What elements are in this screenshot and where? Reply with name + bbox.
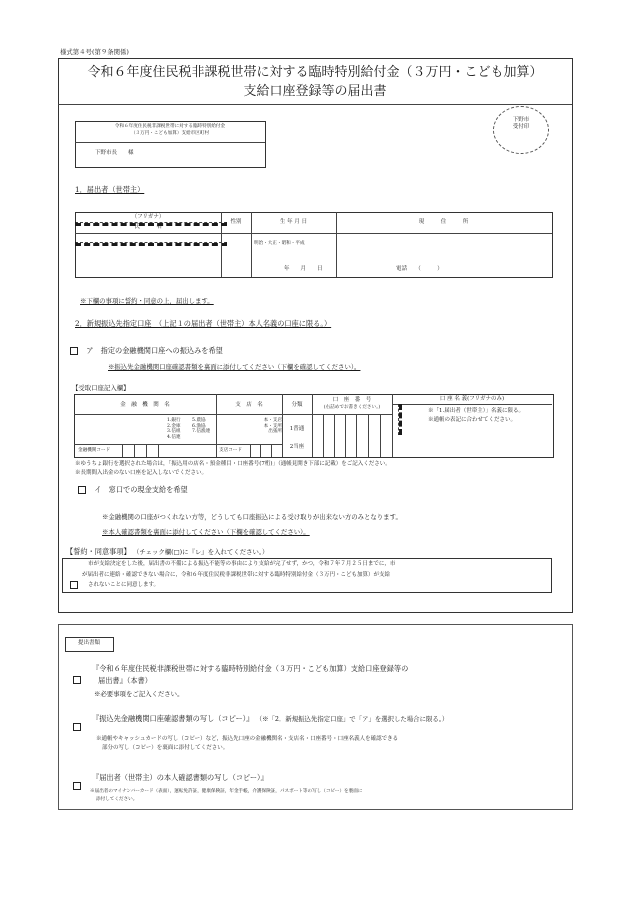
pledge-line2: が届出者に連絡・確認できない場合に，令和６年度住民税非課税世帯に対する臨時特別給付金（３万円・こども加算）が支給 [82, 572, 391, 578]
doc2-checkbox[interactable] [73, 723, 81, 731]
bank-type-bank: 1.銀行 [167, 418, 181, 423]
name-field[interactable] [76, 243, 220, 275]
account-holder-field[interactable] [393, 430, 551, 456]
doc1-line1: 『令和６年度住民税非課税世帯に対する臨時特別給付金（３万円・こども加算）支給口座登録等の [92, 664, 409, 673]
doc1-note: ※必要事項をご記入ください。 [94, 690, 184, 698]
gender-label: 性別 [230, 219, 242, 225]
doc2-row [92, 714, 448, 723]
doc2-note: （※「2．新規振込先指定口座」で「ア」を選択した場合に限る。） [255, 715, 449, 723]
option-a-label: ア 指定の金融機関口座への振込みを希望 [86, 346, 223, 355]
option-i-label: イ 窓口での現金支給を希望 [94, 485, 188, 494]
doc1-line2: 届出書』（本書） [98, 676, 152, 685]
phone-field[interactable]: 電話 （ ） [396, 266, 443, 272]
yucho-note: ※ゆうちょ銀行を選択された場合は，「振込用の店名・預金種目・口座番号(7桁)」（通帳見開き下部に記載）をご記入ください。 [75, 461, 391, 467]
pledge-line1: 市が支給決定をした後，届出書の不備による振込不能等の事由により支給が完了せず，かつ，令和７年７月２５日までに，市 [88, 561, 396, 567]
bank-name-header: 金 融 機 関 名 [120, 402, 170, 408]
section1-heading: 1．届出者（世帯主） [75, 185, 145, 194]
option-i-note1: ※金融機関の口座がつくれない方等，どうしても口座振込による受け取りが出来ない方のみとなります。 [102, 513, 402, 521]
option-i[interactable] [78, 485, 188, 494]
branch-type-shutchojo: 出張所 [268, 429, 282, 435]
doc3-sub2: 添付してください。 [96, 797, 138, 802]
account-type-header: 分類 [291, 402, 303, 408]
option-i-checkbox[interactable] [78, 486, 86, 494]
birth-label: 生 年 月 日 [279, 219, 308, 225]
addressee-line2: （３万円・こども加算）支給市区町村 [130, 131, 210, 136]
branch-types[interactable] [252, 418, 282, 435]
option-i-note2: ※本人確認書類を裏面に添付してください（下欄を確認してください）。 [102, 528, 310, 536]
address-label: 現 住 所 [418, 219, 469, 225]
doc3-checkbox[interactable] [73, 782, 81, 790]
bank-code-label: 金融機関コード [78, 448, 111, 453]
consent-note: ※下欄の事項に誓約・同意の上，届出します。 [80, 297, 214, 305]
pledge-line3: されないことに同意します。 [88, 582, 160, 588]
account-holder-header: 口 座 名 義(フリガナのみ) [439, 396, 505, 402]
branch-code-field[interactable] [251, 445, 281, 456]
addressee-name: 下野市長 様 [95, 150, 134, 156]
pledge-checkbox[interactable] [70, 581, 78, 589]
stamp-line1: 下野市 [512, 117, 530, 123]
branch-code-label: 支店コード [219, 448, 242, 453]
doc3-title: 『届出者（世帯主）の本人確認書類の写し（コピー）』 [92, 773, 268, 782]
branch-name-field[interactable] [218, 416, 250, 442]
bank-types-col2[interactable] [192, 418, 218, 435]
pledge-checkbox-wrap[interactable] [70, 574, 78, 593]
pledge-heading-row [66, 547, 268, 556]
stamp-line2: 受付印 [512, 124, 530, 131]
branch-type-honshiten: 本・支店 [263, 418, 282, 423]
doc2-sub1: ※通帳やキャッシュカードの写し（コピー）など，振込先口座の金融機関名・支店名・口座番号・口座名義人を確認できる [96, 736, 399, 742]
bank-type-shinkumi: 3.信組 [167, 429, 181, 435]
applicant-header-line [75, 233, 552, 234]
bank-code-field[interactable] [123, 445, 170, 456]
option-a-checkbox[interactable] [70, 347, 78, 355]
holder-note2: ※通帳の表記に合わせてください。 [428, 417, 517, 423]
account-number-field[interactable] [313, 415, 391, 456]
form-title: 令和６年度住民税非課税世帯に対する臨時特別給付金（３万円・こども加算） [87, 65, 543, 80]
doc1-checkbox[interactable] [73, 676, 81, 684]
bank-type-kinko: 2.金庫 [167, 423, 181, 429]
furigana-label: （フリガナ） [131, 214, 165, 220]
section2-heading: 2．新規振込先指定口座 （上記１の届出者（世帯主）本人名義の口座に限る。） [75, 319, 332, 328]
branch-name-header: 支 店 名 [235, 402, 263, 408]
form-number: 様式第４号(第９条関係) [60, 48, 129, 56]
doc2-sub2: 部分の写し（コピー）を裏面に添付してください。 [102, 745, 229, 751]
era-options[interactable]: 明治・大正・昭和・平成 [254, 241, 305, 246]
account-section-label: 【受取口座記入欄】 [72, 384, 130, 392]
reception-stamp-area [493, 106, 549, 154]
doc3-sub1: ※届出者のマイナンバーカード（表面），運転免許証，健康保険証，年金手帳，介護保険証，パスポート等の写し（コピー）を裏面に [90, 789, 363, 794]
doc2-checkbox-wrap[interactable] [73, 716, 81, 735]
title-divider [58, 104, 572, 105]
doc3-checkbox-wrap[interactable] [73, 775, 81, 794]
name-label: 氏 名 [134, 224, 162, 230]
acct-type-toza[interactable]: 2当座 [289, 444, 305, 450]
branch-type-honshisho: 本・支所 [263, 423, 282, 429]
account-number-subheader: (右詰めでお書きください。) [323, 405, 381, 410]
doc1-checkbox-wrap[interactable] [73, 669, 81, 688]
bank-type-nokyo: 5.農協 [192, 418, 206, 423]
addressee-divider [75, 142, 265, 143]
option-a[interactable] [70, 346, 223, 355]
gender-field[interactable] [222, 234, 250, 276]
bank-type-shingyoren: 7.信漁連 [192, 429, 211, 435]
inactive-account-note: ※長期間入出金のない口座を記入しないでください。 [75, 470, 208, 476]
pledge-heading-note: （チェック欄(□)に『レ』を入れてください。） [133, 548, 269, 556]
doc2-title: 『振込先金融機関口座確認書類の写し（コピー）』 [92, 714, 254, 723]
holder-header-line [392, 404, 552, 405]
account-number-header: 口 座 番 号 [332, 397, 372, 403]
birth-date-field[interactable]: 年 月 日 [284, 266, 323, 272]
addressee-line1: 令和６年度住民税非課税世帯に対する臨時特別給付金 [114, 124, 226, 129]
bank-name-field[interactable] [76, 416, 164, 442]
form-subtitle: 支給口座登録等の届出書 [243, 84, 387, 99]
option-a-note: ※振込先金融機関口座確認書類を裏面に添付してください（下欄を確認してください）。 [108, 363, 361, 371]
holder-note1: ※「1.届出者（世帯主）」名義に限る。 [428, 408, 524, 414]
pledge-heading: 【誓約・同意事項】 [66, 547, 131, 556]
documents-label: 提出書類 [77, 640, 100, 646]
bank-types-col1[interactable] [167, 418, 191, 441]
bank-type-shinren: 4.信連 [167, 435, 181, 441]
bank-type-gyokyo: 6.漁協 [192, 423, 206, 429]
acct-type-futsu[interactable]: 1普通 [289, 426, 305, 432]
